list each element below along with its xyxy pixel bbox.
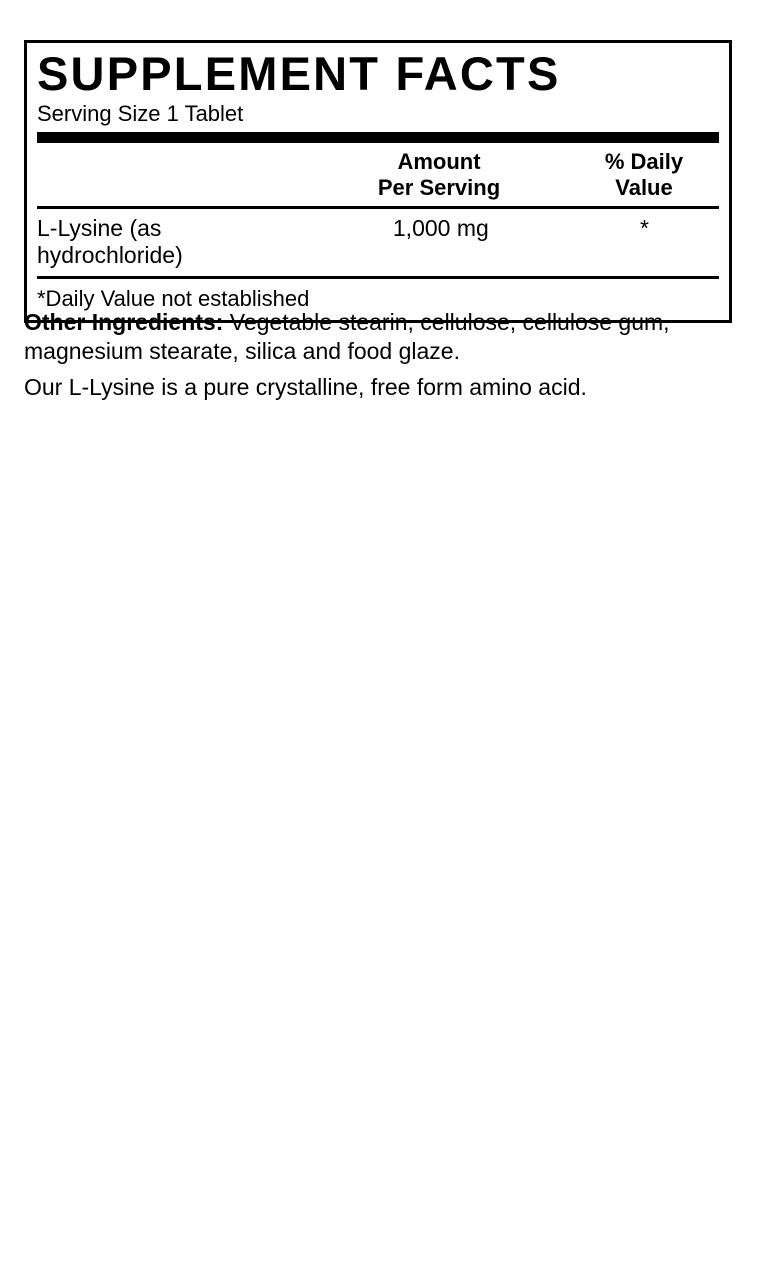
panel-rule-thick-top (37, 132, 719, 143)
supplement-facts-panel (24, 40, 732, 323)
nutrient-name: L-Lysine (as hydrochloride) (37, 214, 183, 269)
column-headers (37, 143, 719, 206)
amount-header-line1: Amount (397, 148, 481, 174)
below-panel-text (24, 308, 736, 402)
product-note: Our L-Lysine is a pure crystalline, free form amino acid. (24, 373, 587, 400)
nutrient-daily-value: * (640, 214, 649, 241)
amount-header-line2: Per Serving (377, 175, 501, 201)
daily-value-header (569, 149, 719, 202)
panel-title: SUPPLEMENT FACTS (37, 47, 561, 100)
daily-header-line1: % Daily (604, 148, 684, 174)
serving-size-text: Serving Size 1 Tablet (37, 101, 244, 127)
nutrient-amount: 1,000 mg (392, 214, 489, 241)
other-ingredients-text: Vegetable stearin, cellulose, cellulose gum, magnesium stearate, silica and food glaze. (24, 309, 670, 365)
amount-per-serving-header (309, 149, 569, 202)
table-row (37, 209, 719, 276)
daily-value-footnote: *Daily Value not established (37, 285, 310, 311)
daily-header-line2: Value (615, 175, 673, 201)
other-ingredients (24, 308, 736, 367)
other-ingredients-label: Other Ingredients: (24, 309, 224, 335)
